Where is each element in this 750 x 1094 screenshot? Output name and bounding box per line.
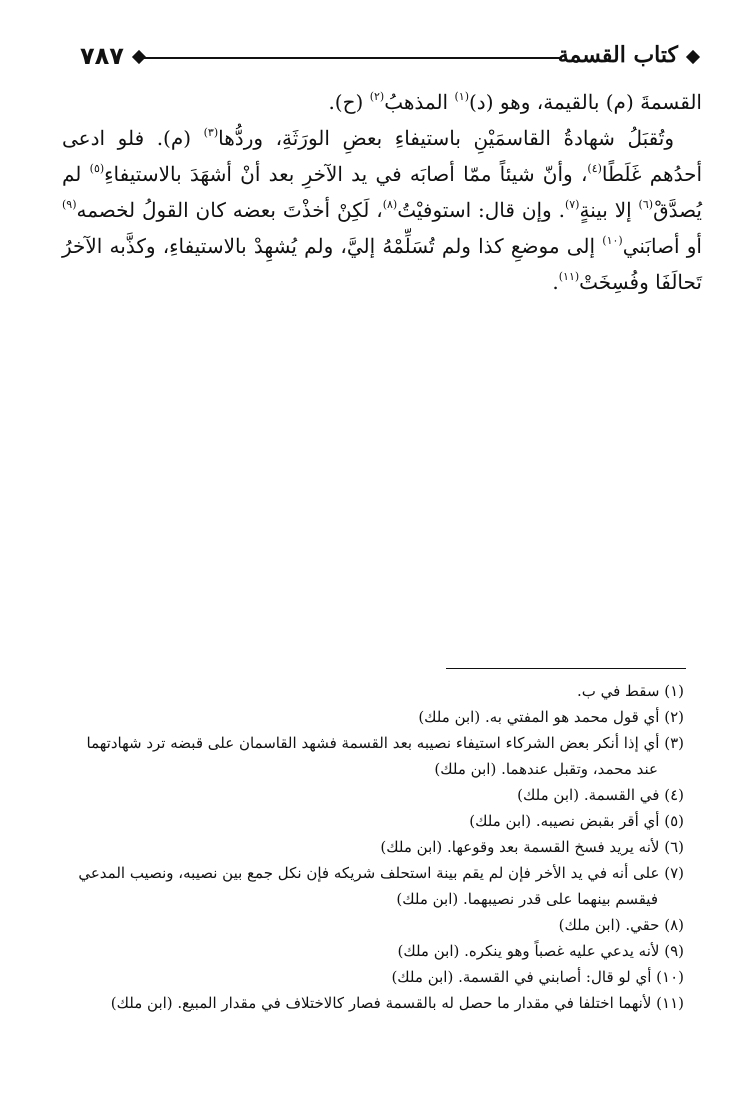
text-run: إلى موضعِ كذا ولم تُسَلِّمْهُ إليَّ، ولم يُشهِدْ بالاستيفاءِ، وكذَّبه الآخرُ تَحالَفَا وفُسِخَتْ [62,234,702,294]
footnote-separator [446,668,686,669]
text-run: المذهبُ [384,90,455,114]
paragraph-1 [62,84,702,120]
text-run: (م). فلو ادعى أحدُهم غَلَطًا [62,126,703,186]
footnote-ref-9: (٩) [62,198,77,211]
text-run: ، وأنّ شيئاً ممّا أصابَه في يد الآخرِ بعد أنْ أشهَدَ بالاستيفاءِ [104,162,588,186]
text-run: . وإن قال: استوفيْتُ [397,198,565,222]
footnote-7: (٧) على أنه في يد الأخر فإن لم يقم بينة استحلف شريكه فإن نكل جمع بين نصيبه، ونصيب المدعي فيقسم بينهما على قدر نصيبهما. (ابن ملك) [78,864,684,908]
footnote-ref-1: (١) [454,90,469,103]
footnote-ref-10: (١٠) [602,234,623,247]
text-run: إلا بينةٍ [579,198,639,222]
text-run: لم يُصدَّقْ [62,162,702,222]
footnote-ref-5: (٥) [89,162,105,175]
text-run: . [552,270,559,294]
text-run: القسمةَ (م) بالقيمة، وهو (د) [468,90,702,114]
footnote-ref-6: (٦) [638,198,654,211]
footnote-2: (٢) أي قول محمد هو المفتي به. (ابن ملك) [418,708,684,726]
footnotes [62,678,684,1016]
footnote-1: (١) سقط في ب. [576,682,684,700]
footnote-5: (٥) أي أقر بقبض نصيبه. (ابن ملك) [469,812,684,830]
text-run: أو أصابَني [622,234,702,258]
text-run: (ح). [328,90,370,114]
main-text [62,84,702,300]
footnote-6: (٦) لأنه يريد فسخ القسمة بعد وقوعها. (ابن ملك) [380,838,684,856]
footnote-ref-8: (٨) [382,198,398,211]
footnote-ref-3: (٣) [203,126,219,139]
page-number: ٧٨٧ [80,42,124,70]
footnote-ref-4: (٤) [587,162,602,175]
text-run: وتُقبَلُ شهادةُ القاسمَيْنِ باستيفاءِ بعضِ الورَثَةِ، وردُّها [218,126,675,150]
header-rule [142,57,562,59]
footnote-8: (٨) حقي. (ابن ملك) [558,916,684,934]
footnote-4: (٤) في القسمة. (ابن ملك) [517,786,684,804]
text-run: ، لَكِنْ أخذْتَ بعضه كان القولُ لخصمه [76,198,383,222]
footnote-3: (٣) أي إذا أنكر بعض الشركاء استيفاء نصيبه بعد القسمة فشهد القاسمان على قبضه ترد شهادتهما عند محمد، وتقبل عندهما. (ابن ملك) [86,734,684,778]
footnote-ref-7: (٧) [564,198,580,211]
footnote-ref-11: (١١) [558,270,580,283]
page-header [62,40,702,74]
footnote-10: (١٠) أي لو قال: أصابني في القسمة. (ابن ملك) [391,968,684,986]
paragraph-2 [62,120,702,300]
footnote-11: (١١) لأنهما اختلفا في مقدار ما حصل له بالقسمة فصار كالاختلاف في مقدار المبيع. (ابن ملك) [110,994,684,1012]
footnote-ref-2: (٢) [369,90,385,103]
chapter-title: كتاب القسمة [557,42,678,68]
footnote-9: (٩) لأنه يدعي عليه غصباً وهو ينكره. (ابن ملك) [397,942,684,960]
diamond-ornament-right [686,50,700,64]
